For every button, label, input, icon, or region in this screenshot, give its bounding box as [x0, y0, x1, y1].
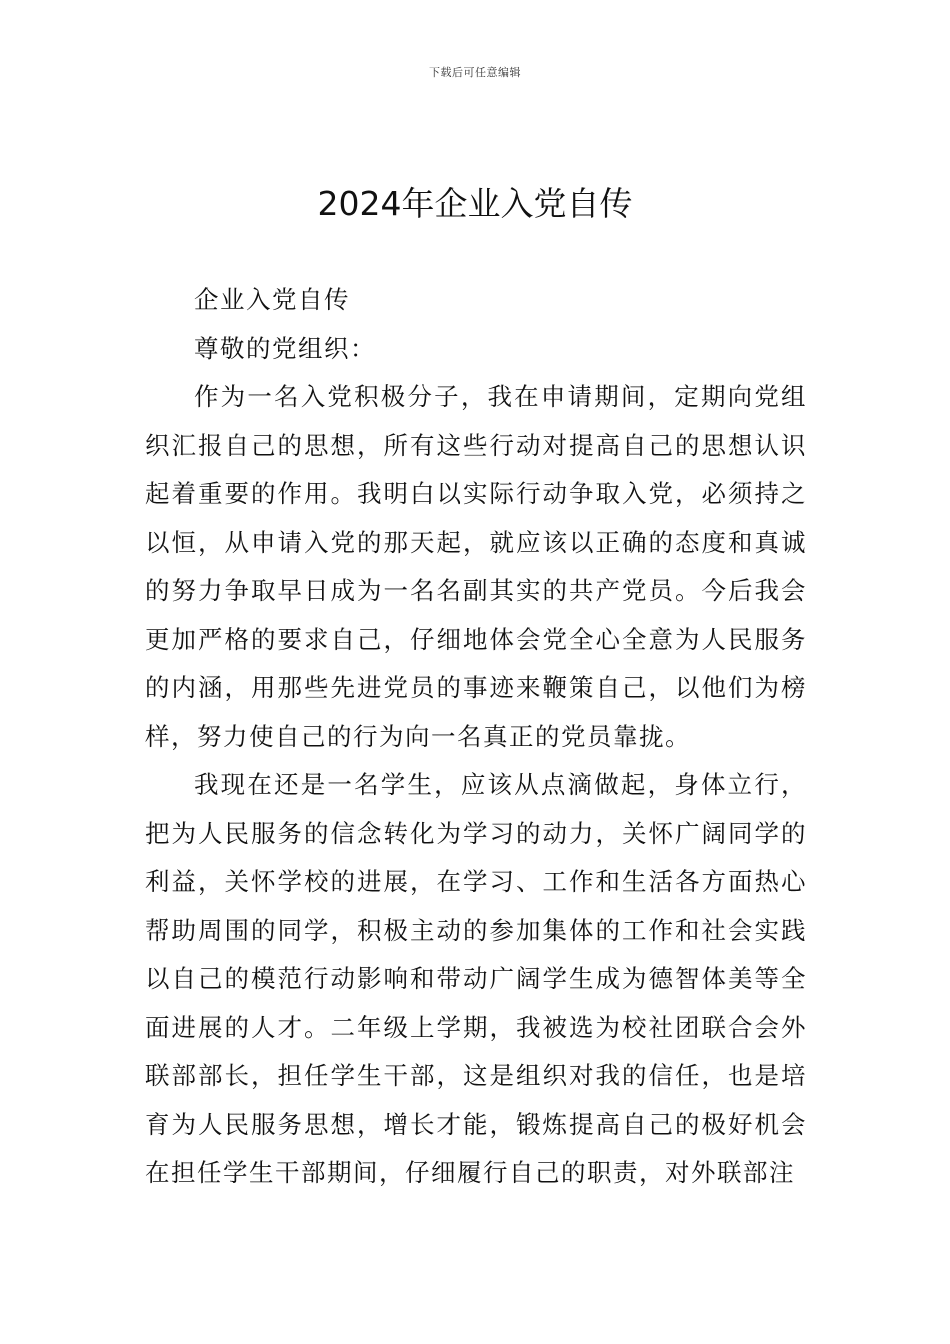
document-body [145, 276, 807, 1198]
paragraph-salutation: 尊敬的党组织： [194, 333, 376, 363]
document-title: 2024年企业入党自传 [317, 184, 633, 223]
paragraph-body-1: 作为一名入党积极分子，我在申请期间，定期向党组织汇报自己的思想，所有这些行动对提高自己的思想认识起着重要的作用。我明白以实际行动争取入党，必须持之以恒，从申请入党的那天起，就应该以正确的态度和真诚的努力争取早日成为一名名副其实的共产党员。今后我会更加严格的要求自己，仔细地体会党全心全意为人民服务的内涵，用那些先进党员的事迹来鞭策自己，以他们为榜样，努力使自己的行为向一名真正的党员靠拢。 [145, 382, 807, 751]
header-note: 下载后可任意编辑 [429, 66, 521, 79]
paragraph-body-2: 我现在还是一名学生，应该从点滴做起，身体立行，把为人民服务的信念转化为学习的动力，关怀广阔同学的利益，关怀学校的进展，在学习、工作和生活各方面热心帮助周围的同学，积极主动的参加集体的工作和社会实践以自己的模范行动影响和带动广阔学生成为德智体美等全面进展的人才。二年级上学期，我被选为校社团联合会外联部部长，担任学生干部，这是组织对我的信任，也是培育为人民服务思想，增长才能，锻炼提高自己的极好机会在担任学生干部期间，仔细履行自己的职责，对外联部注 [145, 770, 807, 1187]
paragraph-subtitle: 企业入党自传 [194, 285, 350, 314]
